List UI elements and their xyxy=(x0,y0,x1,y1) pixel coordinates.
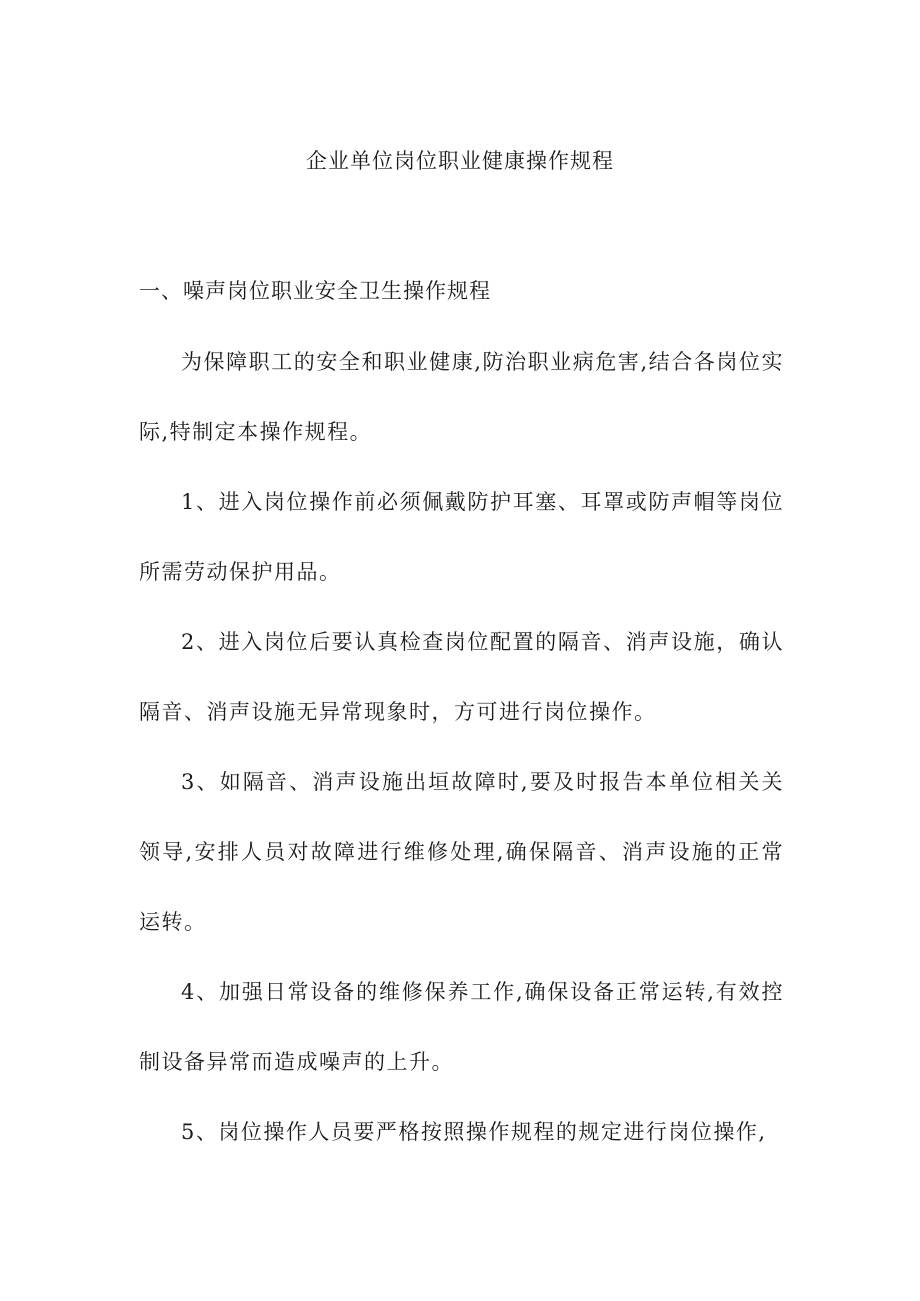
rule-item-4: 4、加强日常设备的维修保养工作,确保设备正常运转,有效控制设备异常而造成噪声的上升。 xyxy=(139,980,784,1074)
rule-item-3: 3、如隔音、消声设施出垣故障时,要及时报告本单位相关关领导,安排人员对故障进行维修处理,确保隔音、消声设施的正常运转。 xyxy=(139,770,784,934)
rule-item-5: 5、岗位操作人员要严格按照操作规程的规定进行岗位操作, xyxy=(181,1120,767,1144)
rule-item-1: 1、进入岗位操作前必须佩戴防护耳塞、耳罩或防声帽等岗位所需劳动保护用品。 xyxy=(139,490,784,584)
document-title: 企业单位岗位职业健康操作规程 xyxy=(306,149,614,173)
rule-item-2: 2、进入岗位后要认真检查岗位配置的隔音、消声设施，确认隔音、消声设施无异常现象时，方可进行岗位操作。 xyxy=(139,630,784,724)
section-heading: 一、噪声岗位职业安全卫生操作规程 xyxy=(139,279,491,303)
intro-paragraph: 为保障职工的安全和职业健康,防治职业病危害,结合各岗位实际,特制定本操作规程。 xyxy=(139,350,784,444)
